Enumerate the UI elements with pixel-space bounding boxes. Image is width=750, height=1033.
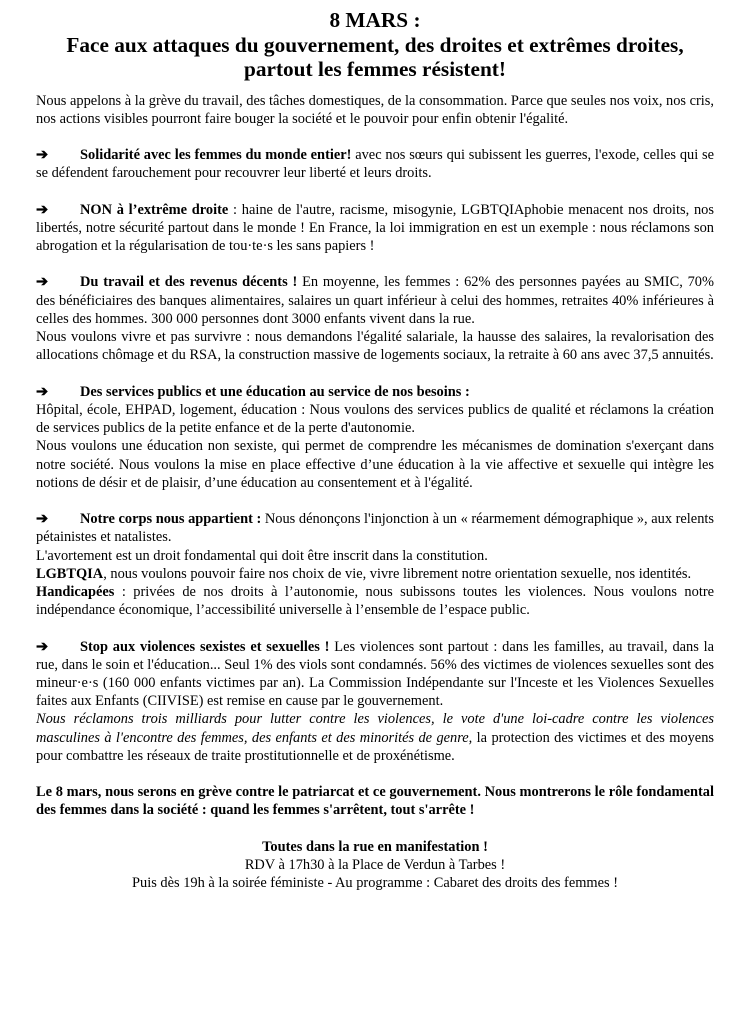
corps-lgbtqia xyxy=(36,565,714,583)
intro-paragraph: Nous appelons à la grève du travail, des tâches domestiques, de la consommation. Parce que seules nos voix, nos cris, nos actions visibles pourront faire bouger la société et le pouvoir pour enfin obtenir l'égalité. xyxy=(36,92,714,127)
section-travail xyxy=(36,273,714,328)
title-line-1: 8 MARS : xyxy=(329,8,421,32)
section-violences xyxy=(36,638,714,711)
handicapees-label: Handicapées xyxy=(36,583,115,600)
section-solidarite xyxy=(36,146,714,182)
footer-line-2: RDV à 17h30 à la Place de Verdun à Tarbes ! xyxy=(244,856,506,873)
lgbtqia-text: , nous voulons pouvoir faire nos choix de vie, vivre librement notre orientation sexuelle, nos identités. xyxy=(103,565,692,582)
violences-italic: Nous réclamons trois milliards pour lutter contre les violences, le vote d'une loi-cadre contre les violences masculines à l'encontre des femmes, des enfants et des minorités de genre, xyxy=(36,711,714,746)
arrow-icon: ➔ xyxy=(36,147,49,164)
arrow-icon: ➔ xyxy=(36,201,49,218)
arrow-icon: ➔ xyxy=(36,511,49,528)
solidarite-text: avec nos sœurs qui subissent les guerres, l'exode, celles qui se se défendent farouchement pour recouvrer leur liberté et leurs droits. xyxy=(36,147,714,182)
solidarite-heading: Solidarité avec les femmes du monde entier! xyxy=(80,147,352,164)
corps-handicapees xyxy=(36,583,714,619)
services-paragraph-1: Hôpital, école, EHPAD, logement, éducation : Nous voulons des services publics de qualité et réclamons la création de services publics de la petite enfance et de la perte d'autonomie. xyxy=(36,401,714,437)
lgbtqia-label: LGBTQIA xyxy=(36,565,104,582)
services-paragraph-2: Nous voulons une éducation non sexiste, qui permet de comprendre les mécanismes de domination s'exerçant dans notre société. Nous voulons la mise en place effective d’une éducation à la vie affective et sexuelle qui intègre les notions de désir et de plaisir, d’une éducation au consentement et à l'égalité. xyxy=(36,438,714,491)
arrow-icon: ➔ xyxy=(36,638,49,655)
extreme-droite-text: : haine de l'autre, racisme, misogynie, LGBTQIAphobie menacent nos droits, nos libertés, notre sécurité partout dans le monde ! En France, la loi immigration en est un exemple : nous réclamons son abrogation et la régularisation de tou·te·s les sans papiers ! xyxy=(36,201,714,255)
arrow-icon: ➔ xyxy=(36,274,49,291)
footer-line-3: Puis dès 19h à la soirée féministe - Au programme : Cabaret des droits des femmes ! xyxy=(132,875,618,892)
travail-text: En moyenne, les femmes : 62% des personnes payées au SMIC, 70% des bénéficiaires des banques alimentaires, salaires un quart inférieur à celui des hommes, retraites 40% inférieures à celles des hommes. 300 000 personnes dont 3000 enfants vivent dans la rue. xyxy=(36,274,714,327)
section-extreme-droite xyxy=(36,201,714,256)
document-title xyxy=(36,8,714,82)
handicapees-text: : privées de nos droits à l’autonomie, nous subissons toutes les violences. Nous voulons notre indépendance économique, l’accessibilité universelle à l’ensemble de l’espace public. xyxy=(36,583,714,619)
conclusion-paragraph: Le 8 mars, nous serons en grève contre le patriarcat et ce gouvernement. Nous montrerons le rôle fondamental des femmes dans la société : quand les femmes s'arrêtent, tout s'arrête ! xyxy=(36,784,714,819)
travail-paragraph-2: Nous voulons vivre et pas survivre : nous demandons l'égalité salariale, la hausse des salaires, la revalorisation des allocations chômage et du RSA, la construction massive de logements sociaux, la retraite à 60 ans avec 37,5 annuités. xyxy=(36,329,714,364)
arrow-icon: ➔ xyxy=(36,383,49,400)
services-heading: Des services publics et une éducation au service de nos besoins : xyxy=(80,383,470,400)
title-line-2: Face aux attaques du gouvernement, des droites et extrêmes droites, xyxy=(66,32,684,57)
travail-heading: Du travail et des revenus décents ! xyxy=(80,274,298,291)
corps-paragraph-2: L'avortement est un droit fondamental qui doit être inscrit dans la constitution. xyxy=(36,547,488,564)
section-corps xyxy=(36,510,714,546)
extreme-droite-heading: NON à l’extrême droite xyxy=(80,201,229,218)
violences-text-2: la protection des victimes et des moyens pour combattre les réseaux de traite prostitutionnelle et de proxénétisme. xyxy=(36,729,714,764)
violences-text: Les violences sont partout : dans les familles, au travail, dans la rue, dans le soin et l'éducation... Seul 1% des viols sont condamnés. 56% des victimes de violences sexuelles sont des mineur·e·s (160 000 enfants victimes par an). La Commission Indépendante sur l'Inceste et les Violences Sexuelles faites aux Enfants (CIIVISE) est remise en cause par le gouvernement. xyxy=(36,638,715,710)
violences-paragraph-2 xyxy=(36,710,714,765)
section-services xyxy=(36,383,714,401)
corps-heading: Notre corps nous appartient : xyxy=(80,511,262,528)
corps-text: Nous dénonçons l'injonction à un « réarmement démographique », aux relents pétainistes et natalistes. xyxy=(36,511,714,546)
title-line-3: partout les femmes résistent! xyxy=(244,57,506,81)
violences-heading: Stop aux violences sexistes et sexuelles ! xyxy=(80,638,330,655)
footer-line-1: Toutes dans la rue en manifestation ! xyxy=(262,838,488,855)
